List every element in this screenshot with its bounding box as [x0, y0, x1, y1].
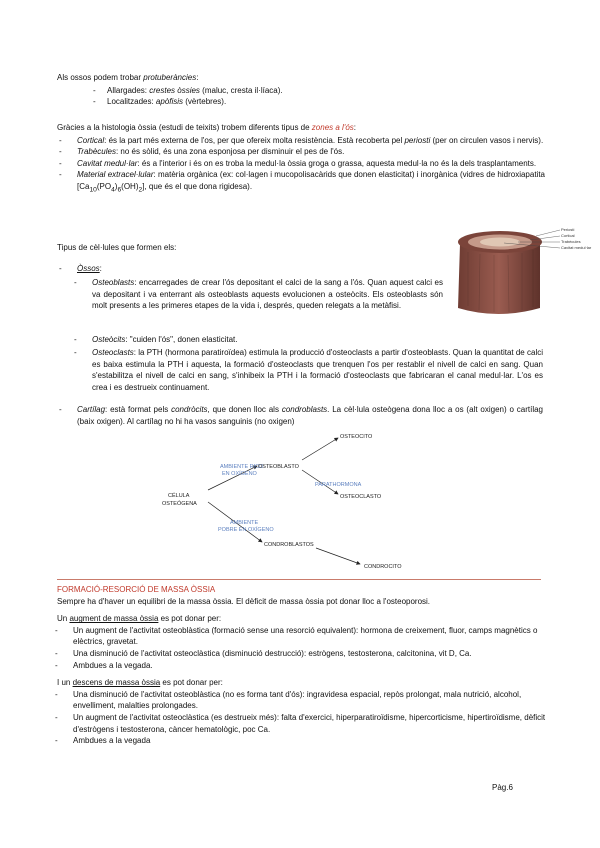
bone-label: Periosti	[561, 227, 575, 232]
osteocito-label: OSTEOCITO	[340, 434, 373, 440]
descens-intro: I un descens de massa òssia es pot donar per:	[57, 678, 223, 688]
list-item: - Cavitat medul·lar: és a l'interior i és on es troba la medul·la òssia groga o grassa, aquesta medul·la no és la dels trasplantaments.	[59, 158, 537, 168]
list-item: - Material extracel·lular: matèria orgànica (ex: col·lagen i mucopolisacàrids que donen elasticitat) i inorgànica (vidres de hidroxiapatita $[Ca_{10}(PO_4)_6(OH)_2]$, que és el que dona rigidesa).	[59, 170, 545, 194]
list-item: - Un augment de l'activitat osteoclàstica (es destrueix més): falta d'exercici, hiperparatiroïdisme, hipercorticisme, hipertiroïdisme, dèficit d'estrògens i testosterona, càncer hematològic, poc Ca.	[55, 712, 546, 734]
bone-label: Trabècules	[561, 239, 581, 244]
bone-cortical-side	[458, 244, 540, 314]
arrow-to-condrocito	[316, 548, 360, 564]
osteoblasto-label: OSTEOBLASTO	[258, 464, 299, 470]
massa-heading: FORMACIÓ-RESORCIÓ DE MASSA ÒSSIA	[57, 585, 216, 594]
zones-intro: Gràcies a la histologia òssia (estudi de teixits) trobem diferents tipus de zones a l'ós:	[57, 123, 357, 132]
list-item: - Localitzades: apòfisis (vèrtebres).	[93, 97, 227, 107]
osteoblasts-item: - Osteoblasts: encarregades de crear l'ós depositant el calci de la sang a l'ós. Quan aquest calci es va depositant i va enterrant als osteoblasts aquests evolucionen a osteòcits. Els osteoblasts són molt presents a les primeres etapes de la vida i, després, queden relegats a la metàfisi.	[74, 278, 443, 311]
osteoclasts-item: - Osteoclasts: la PTH (hormona paratiroïdea) estimula la producció d'osteoclasts a partir d'osteoblasts. Quan la quantitat de calci es baixa estimula la PTH i aquesta, la formació d'osteoclasts que trenquen l'os per restablir el nivell de calci en sang. Quan s'estabilitza el nivell de calci en sang, s'inhibeix la PTH i la formació d'osteoclasts que fabricaran el canal medul·lar. L'os es crea i es destrueix continuament.	[74, 348, 543, 392]
ossos-heading: - Òssos:	[59, 264, 102, 273]
section-divider	[57, 579, 541, 580]
bone-label: Cavitat medul·lar	[561, 245, 592, 250]
list-item: - Allargades: crestes òssies (maluc, cresta il·líaca).	[93, 85, 283, 95]
augment-intro: Un augment de massa òssia es pot donar per:	[57, 614, 222, 624]
condrocito-label: CONDROCITO	[364, 564, 402, 570]
list-item: - Un augment de l'activitat osteoblàstica (formació sense una resorció equivalent): hormona de creixement, fluor, camps magnètics o elèctrics, gravetat.	[55, 625, 538, 647]
condroblastos-label: CONDROBLASTOS	[264, 542, 314, 548]
cell-line2: OSTEÓGENA	[162, 501, 197, 507]
cell-line1: CÉLULA	[168, 493, 190, 499]
list-item: - Trabècules: no és sòlid, és una zona esponjosa per disminuir el pes de l'ós.	[59, 147, 345, 157]
cells-intro: Tipus de cèl·lules que formen els:	[57, 243, 177, 252]
cells-section	[57, 242, 443, 254]
list-item: - Una disminució de l'activitat osteoclàstica (disminució destrucció): estrògens, testosterona, calcitonina, vit D, Ca.	[55, 648, 472, 658]
low-o2-line1: AMBIENTE	[230, 520, 259, 526]
low-o2-line2: POBRE EN OXÍGENO	[218, 527, 274, 533]
cartilag-item: - Cartílag: està format pels condròcits, que donen lloc als condroblasts. La cèl·lula osteògena dona lloc a os (alt oxigen) o cartílag (baix oxigen). Al cartílag no hi ha vasos sanguinis (no oxigen)	[59, 405, 543, 426]
high-o2-line2: EN OXÍGENO	[222, 471, 257, 477]
protuberances-intro: Als ossos podem trobar protuberàncies:	[57, 73, 199, 82]
bone-section-illustration	[448, 222, 596, 322]
parathormona-label: PARATHORMONA	[315, 482, 362, 488]
arrow-to-osteocito	[302, 438, 338, 460]
list-item: - Una disminució de l'activitat osteoblàstica (no es forma tant d'ós): ingravidesa espacial, repòs prolongat, mala nutrició, alcohol, envelliment, malalties prolongades.	[55, 689, 522, 711]
zones-section	[57, 122, 545, 195]
bone-label: Cortical	[561, 233, 575, 238]
osteoclasto-label: OSTEOCLASTO	[340, 494, 382, 500]
osteocits-item: - Osteòcits: "cuiden l'ós", donen elasticitat.	[74, 335, 238, 344]
bone-medullary-cavity	[480, 238, 520, 247]
cell-differentiation-diagram	[160, 428, 440, 570]
list-item: - Ambdues a la vegada	[55, 736, 151, 746]
high-o2-line1: AMBIENTE RICO	[220, 464, 264, 470]
list-item: - Cortical: és la part més externa de l'os, per que ofereix molta resistència. Està recoberta pel periosti (per on circulen vasos i nervis).	[59, 135, 544, 145]
page-number: Pàg.6	[492, 783, 513, 792]
massa-section	[57, 584, 547, 747]
massa-intro: Sempre ha d'haver un equilibri de la massa òssia. El dèficit de massa òssia pot donar lloc a l'osteoporosi.	[57, 596, 431, 606]
protuberances-section	[57, 72, 547, 108]
list-item: - Ambdues a la vegada.	[55, 660, 153, 670]
